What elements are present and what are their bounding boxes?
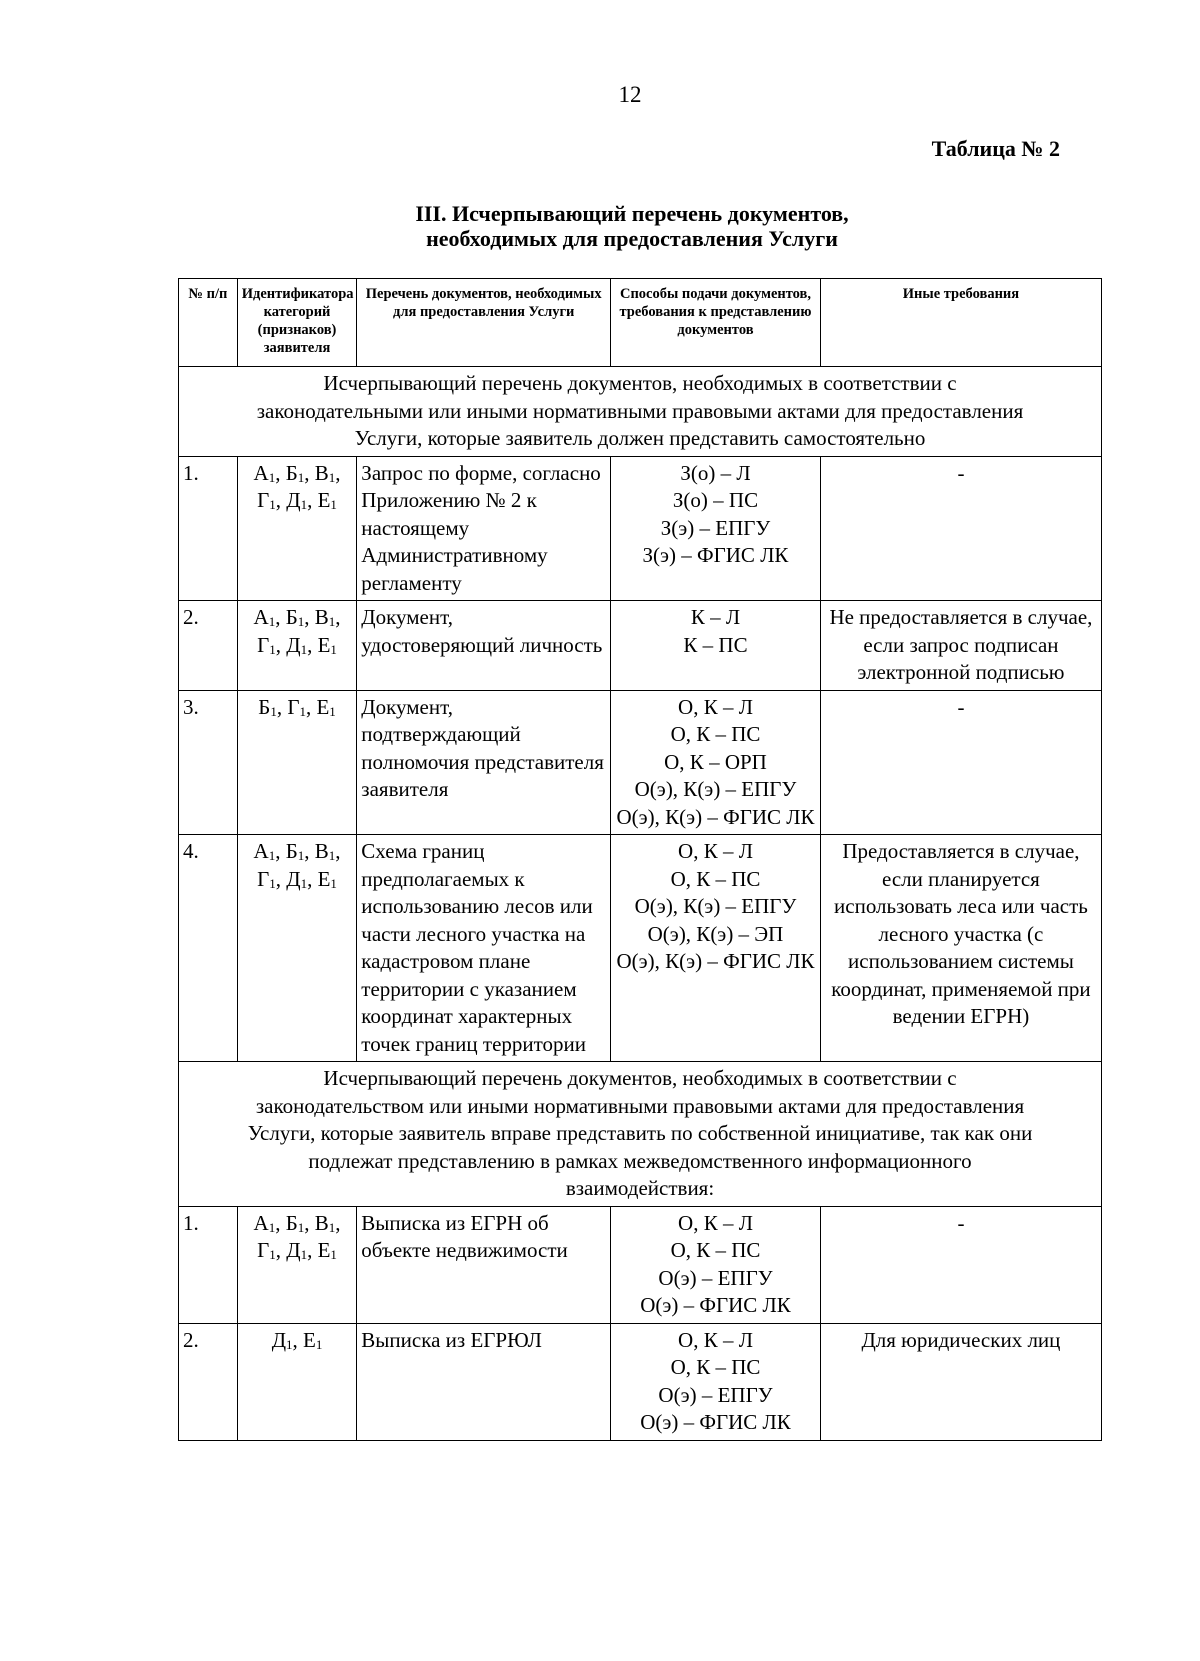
method-item: О, К – ПС (670, 1355, 761, 1379)
method-item: О(э) – ЕПГУ (658, 1265, 773, 1290)
method-item: О, К – ПС (670, 1238, 761, 1262)
method-item: К – Л (690, 605, 741, 629)
row-number: 4. (179, 835, 238, 1062)
method-item: О(э), К(э) – ЕПГУ (634, 894, 797, 918)
method-item: З(о) – Л (680, 460, 751, 485)
submission-methods (611, 456, 821, 601)
table-row (179, 835, 1102, 1062)
applicant-categories (237, 1323, 357, 1440)
table-row (179, 1323, 1102, 1440)
table-row (179, 456, 1102, 601)
row-number: 1. (179, 456, 238, 601)
heading-line-2: необходимых для предоставления Услуги (426, 226, 838, 251)
header-other: Иные требования (820, 279, 1101, 367)
category-line: $А_1$, $Б_1$, $В_1$, (253, 839, 341, 863)
header-methods: Способы подачи документов, требования к представлению документов (611, 279, 821, 367)
method-item: О(э), К(э) – ЕПГУ (634, 777, 797, 801)
document-name: Документ, подтверждающий полномочия представителя заявителя (357, 690, 611, 835)
table-header-row (179, 279, 1102, 367)
section-1-title: Исчерпывающий перечень документов, необходимых в соответствии с законодательными или иными нормативными правовыми актами для предоставления Услуги, которые заявитель должен представить самостоятельно (179, 367, 1102, 457)
method-item: О(э), К(э) – ЭП (647, 921, 784, 946)
method-item: О, К – ПС (670, 722, 761, 746)
category-line: $Г_1$, $Д_1$, $Е_1$ (257, 866, 337, 891)
applicant-categories (237, 690, 357, 835)
header-num: № п/п (179, 279, 238, 367)
section-row-1 (179, 367, 1102, 457)
method-item: З(э) – ФГИС ЛК (642, 543, 789, 567)
method-item: О, К – Л (678, 1327, 753, 1352)
document-name: Выписка из ЕГРЮЛ (357, 1323, 611, 1440)
method-item: О, К – Л (678, 1210, 753, 1235)
method-item: О, К – ПС (670, 866, 761, 891)
method-item: О, К – ОРП (664, 749, 767, 774)
document-name: Документ, удостоверяющий личность (357, 601, 611, 691)
method-item: О(э), К(э) – ФГИС ЛК (616, 949, 815, 973)
documents-table (178, 278, 1102, 1441)
category-line: $Г_1$, $Д_1$, $Е_1$ (257, 632, 337, 657)
submission-methods (611, 690, 821, 835)
other-requirements: Не предоставляется в случае, если запрос подписан электронной подписью (820, 601, 1101, 691)
row-number: 1. (179, 1206, 238, 1323)
applicant-categories (237, 601, 357, 691)
document-name: Выписка из ЕГРН об объекте недвижимости (357, 1206, 611, 1323)
other-requirements: Предоставляется в случае, если планируется использовать леса или часть лесного участка (с использованием системы координат, применяемой при ведении ЕГРН) (820, 835, 1101, 1062)
method-item: К – ПС (683, 632, 748, 657)
category-line: $Г_1$, $Д_1$, $Е_1$ (257, 1238, 337, 1262)
applicant-categories (237, 835, 357, 1062)
document-name: Запрос по форме, согласно Приложению № 2 к настоящему Административному регламенту (357, 456, 611, 601)
row-number: 2. (179, 601, 238, 691)
submission-methods (611, 601, 821, 691)
other-requirements: - (820, 1206, 1101, 1323)
table-row (179, 601, 1102, 691)
applicant-categories (237, 456, 357, 601)
category-line: $А_1$, $Б_1$, $В_1$, (253, 460, 341, 485)
header-documents: Перечень документов, необходимых для предоставления Услуги (357, 279, 611, 367)
row-number: 3. (179, 690, 238, 835)
method-item: О(э), К(э) – ФГИС ЛК (616, 804, 815, 829)
other-requirements: - (820, 456, 1101, 601)
header-category: Идентификатора категорий (признаков) заявителя (237, 279, 357, 367)
table-row (179, 690, 1102, 835)
table-row (179, 1206, 1102, 1323)
category-line: $Д_1$, $Е_1$ (271, 1327, 323, 1352)
section-row-2 (179, 1062, 1102, 1207)
submission-methods (611, 835, 821, 1062)
other-requirements: - (820, 690, 1101, 835)
section-2-title: Исчерпывающий перечень документов, необходимых в соответствии с законодательством или иными нормативными правовыми актами для предоставления Услуги, которые заявитель вправе представить по собственной инициативе, так как они подлежат представлению в рамках межведомственного информационного взаимодействия: (179, 1062, 1102, 1207)
category-line: $А_1$, $Б_1$, $В_1$, (253, 605, 341, 629)
category-line: $А_1$, $Б_1$, $В_1$, (253, 1210, 341, 1235)
method-item: О(э) – ФГИС ЛК (640, 1410, 791, 1434)
method-item: О, К – Л (678, 694, 753, 719)
page-number: 12 (618, 82, 642, 107)
table-label: Таблица № 2 (931, 136, 1060, 161)
method-item: О(э) – ЕПГУ (658, 1382, 773, 1407)
method-item: О, К – Л (678, 839, 753, 863)
category-line: $Б_1$, $Г_1$, $Е_1$ (258, 694, 336, 719)
method-item: З(э) – ЕПГУ (660, 515, 771, 540)
row-number: 2. (179, 1323, 238, 1440)
category-line: $Г_1$, $Д_1$, $Е_1$ (257, 488, 337, 512)
heading-line-1: III. Исчерпывающий перечень документов, (415, 201, 849, 226)
method-item: О(э) – ФГИС ЛК (640, 1293, 791, 1317)
section-heading (0, 201, 1200, 251)
applicant-categories (237, 1206, 357, 1323)
document-name: Схема границ предполагаемых к использованию лесов или части лесного участка на кадастровом плане территории с указанием координат характерных точек границ территории (357, 835, 611, 1062)
submission-methods (611, 1323, 821, 1440)
other-requirements: Для юридических лиц (820, 1323, 1101, 1440)
method-item: З(о) – ПС (672, 488, 759, 512)
submission-methods (611, 1206, 821, 1323)
